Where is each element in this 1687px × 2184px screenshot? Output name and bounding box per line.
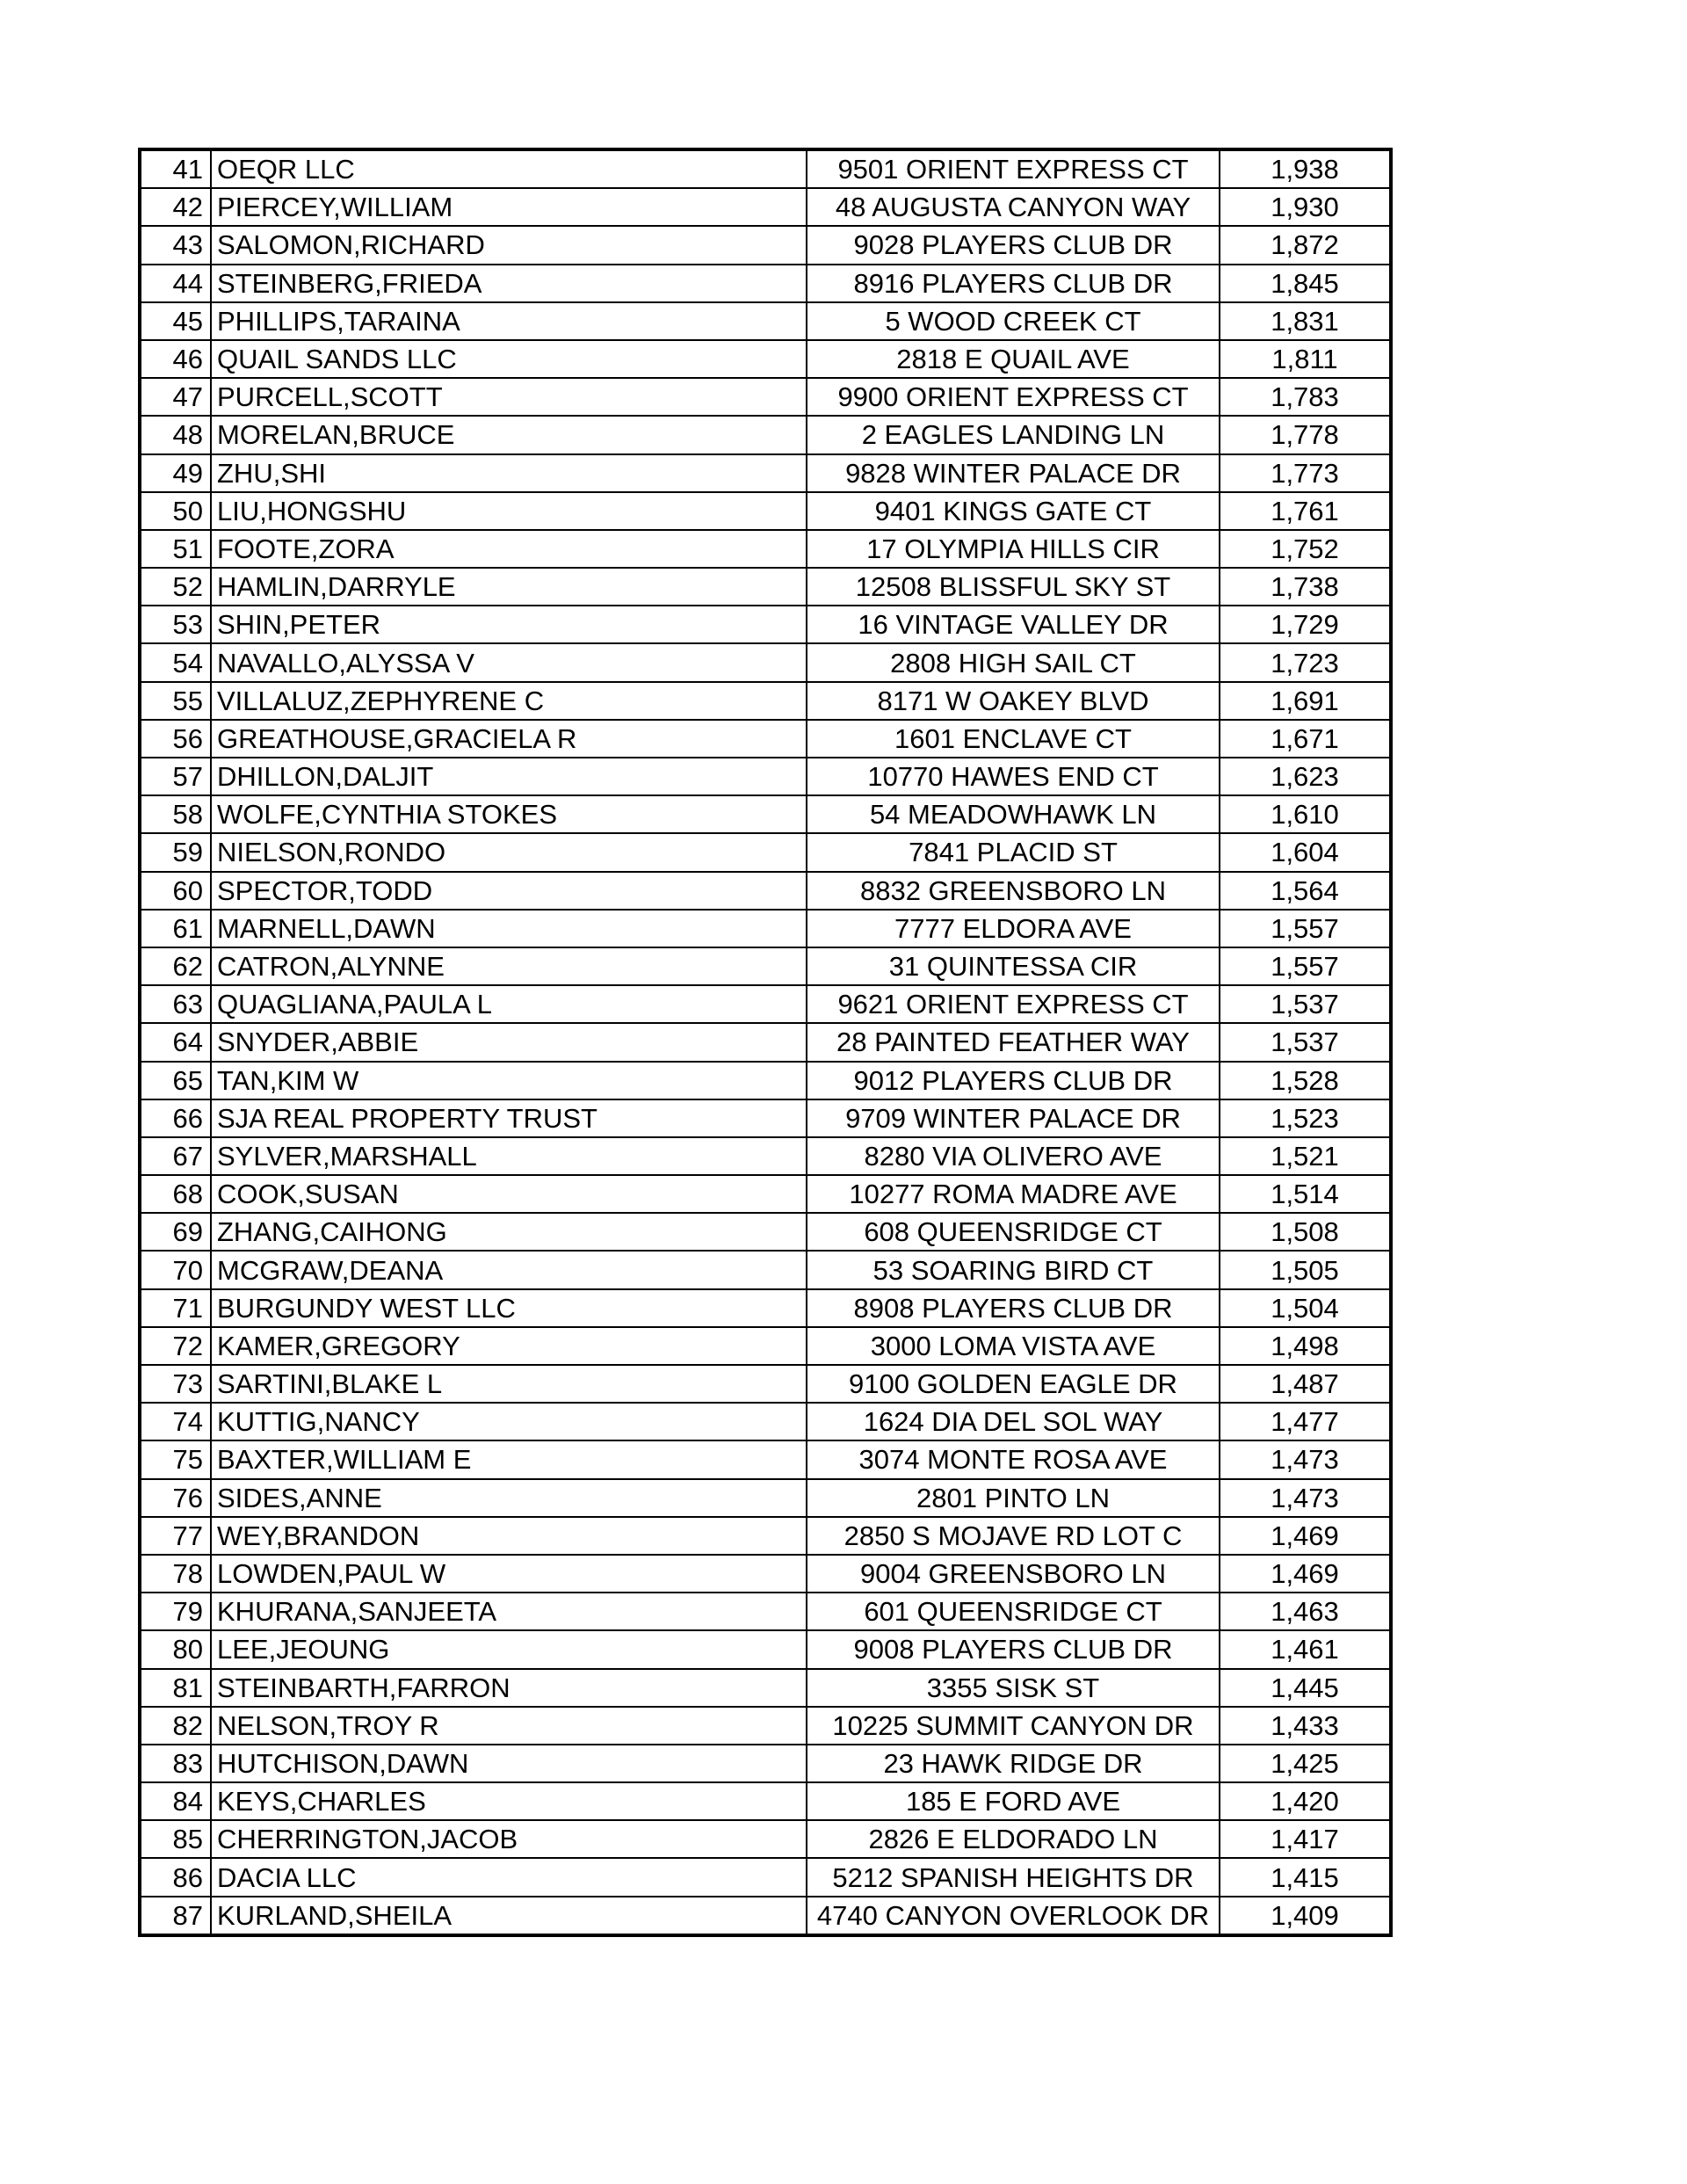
table-row bbox=[140, 492, 1391, 530]
value-cell: 1,473 bbox=[1220, 1479, 1391, 1517]
owner-name-cell: SPECTOR,TODD bbox=[211, 872, 807, 910]
row-number-cell: 87 bbox=[140, 1897, 211, 1935]
owner-name-cell: DACIA LLC bbox=[211, 1858, 807, 1896]
table-row bbox=[140, 985, 1391, 1023]
row-number-cell: 82 bbox=[140, 1707, 211, 1745]
owner-name-cell: LEE,JEOUNG bbox=[211, 1630, 807, 1668]
value-cell: 1,778 bbox=[1220, 416, 1391, 453]
owner-name-cell: LOWDEN,PAUL W bbox=[211, 1555, 807, 1593]
address-cell: 16 VINTAGE VALLEY DR bbox=[807, 606, 1220, 643]
owner-name-cell: GREATHOUSE,GRACIELA R bbox=[211, 720, 807, 758]
address-cell: 48 AUGUSTA CANYON WAY bbox=[807, 188, 1220, 226]
address-cell: 2801 PINTO LN bbox=[807, 1479, 1220, 1517]
address-cell: 9828 WINTER PALACE DR bbox=[807, 454, 1220, 492]
table-row bbox=[140, 720, 1391, 758]
address-cell: 1624 DIA DEL SOL WAY bbox=[807, 1403, 1220, 1440]
row-number-cell: 69 bbox=[140, 1213, 211, 1251]
row-number-cell: 86 bbox=[140, 1858, 211, 1896]
value-cell: 1,761 bbox=[1220, 492, 1391, 530]
value-cell: 1,445 bbox=[1220, 1669, 1391, 1707]
row-number-cell: 50 bbox=[140, 492, 211, 530]
table-row bbox=[140, 1858, 1391, 1896]
owner-name-cell: QUAGLIANA,PAULA L bbox=[211, 985, 807, 1023]
value-cell: 1,557 bbox=[1220, 947, 1391, 985]
table-body bbox=[140, 149, 1391, 1935]
value-cell: 1,477 bbox=[1220, 1403, 1391, 1440]
table-row bbox=[140, 1897, 1391, 1935]
value-cell: 1,557 bbox=[1220, 910, 1391, 947]
row-number-cell: 80 bbox=[140, 1630, 211, 1668]
table-row bbox=[140, 1099, 1391, 1137]
address-cell: 608 QUEENSRIDGE CT bbox=[807, 1213, 1220, 1251]
owner-name-cell: CHERRINGTON,JACOB bbox=[211, 1820, 807, 1858]
row-number-cell: 66 bbox=[140, 1099, 211, 1137]
owner-name-cell: SYLVER,MARSHALL bbox=[211, 1137, 807, 1175]
address-cell: 9004 GREENSBORO LN bbox=[807, 1555, 1220, 1593]
value-cell: 1,528 bbox=[1220, 1062, 1391, 1099]
owner-name-cell: STEINBERG,FRIEDA bbox=[211, 265, 807, 302]
table-row bbox=[140, 833, 1391, 871]
owner-name-cell: ZHU,SHI bbox=[211, 454, 807, 492]
owner-name-cell: MCGRAW,DEANA bbox=[211, 1251, 807, 1288]
address-cell: 2818 E QUAIL AVE bbox=[807, 340, 1220, 378]
address-cell: 8280 VIA OLIVERO AVE bbox=[807, 1137, 1220, 1175]
table-row bbox=[140, 1669, 1391, 1707]
address-cell: 12508 BLISSFUL SKY ST bbox=[807, 568, 1220, 606]
address-cell: 3074 MONTE ROSA AVE bbox=[807, 1440, 1220, 1478]
value-cell: 1,420 bbox=[1220, 1782, 1391, 1820]
table-row bbox=[140, 1555, 1391, 1593]
address-cell: 54 MEADOWHAWK LN bbox=[807, 795, 1220, 833]
value-cell: 1,623 bbox=[1220, 758, 1391, 795]
row-number-cell: 54 bbox=[140, 643, 211, 681]
table-row bbox=[140, 530, 1391, 568]
value-cell: 1,723 bbox=[1220, 643, 1391, 681]
row-number-cell: 64 bbox=[140, 1023, 211, 1061]
address-cell: 3000 LOMA VISTA AVE bbox=[807, 1327, 1220, 1365]
address-cell: 7841 PLACID ST bbox=[807, 833, 1220, 871]
table-row bbox=[140, 872, 1391, 910]
table-row bbox=[140, 1365, 1391, 1403]
owner-name-cell: DHILLON,DALJIT bbox=[211, 758, 807, 795]
table-row bbox=[140, 1023, 1391, 1061]
table-row bbox=[140, 1327, 1391, 1365]
row-number-cell: 81 bbox=[140, 1669, 211, 1707]
value-cell: 1,409 bbox=[1220, 1897, 1391, 1935]
value-cell: 1,773 bbox=[1220, 454, 1391, 492]
value-cell: 1,752 bbox=[1220, 530, 1391, 568]
row-number-cell: 44 bbox=[140, 265, 211, 302]
row-number-cell: 57 bbox=[140, 758, 211, 795]
row-number-cell: 73 bbox=[140, 1365, 211, 1403]
address-cell: 8171 W OAKEY BLVD bbox=[807, 682, 1220, 720]
address-cell: 9900 ORIENT EXPRESS CT bbox=[807, 378, 1220, 416]
row-number-cell: 85 bbox=[140, 1820, 211, 1858]
owner-name-cell: TAN,KIM W bbox=[211, 1062, 807, 1099]
table-row bbox=[140, 340, 1391, 378]
owner-name-cell: SJA REAL PROPERTY TRUST bbox=[211, 1099, 807, 1137]
table-row bbox=[140, 226, 1391, 264]
address-cell: 2850 S MOJAVE RD LOT C bbox=[807, 1517, 1220, 1555]
address-cell: 8908 PLAYERS CLUB DR bbox=[807, 1289, 1220, 1327]
row-number-cell: 47 bbox=[140, 378, 211, 416]
row-number-cell: 62 bbox=[140, 947, 211, 985]
owner-name-cell: NELSON,TROY R bbox=[211, 1707, 807, 1745]
owner-name-cell: SARTINI,BLAKE L bbox=[211, 1365, 807, 1403]
address-cell: 9401 KINGS GATE CT bbox=[807, 492, 1220, 530]
table-row bbox=[140, 568, 1391, 606]
owner-name-cell: QUAIL SANDS LLC bbox=[211, 340, 807, 378]
value-cell: 1,671 bbox=[1220, 720, 1391, 758]
address-cell: 9100 GOLDEN EAGLE DR bbox=[807, 1365, 1220, 1403]
owner-name-cell: ZHANG,CAIHONG bbox=[211, 1213, 807, 1251]
table-row bbox=[140, 302, 1391, 340]
table-row bbox=[140, 606, 1391, 643]
value-cell: 1,469 bbox=[1220, 1517, 1391, 1555]
value-cell: 1,498 bbox=[1220, 1327, 1391, 1365]
table-row bbox=[140, 1745, 1391, 1782]
table-row bbox=[140, 910, 1391, 947]
value-cell: 1,417 bbox=[1220, 1820, 1391, 1858]
row-number-cell: 61 bbox=[140, 910, 211, 947]
row-number-cell: 53 bbox=[140, 606, 211, 643]
row-number-cell: 46 bbox=[140, 340, 211, 378]
owner-name-cell: MORELAN,BRUCE bbox=[211, 416, 807, 453]
row-number-cell: 51 bbox=[140, 530, 211, 568]
owner-name-cell: KUTTIG,NANCY bbox=[211, 1403, 807, 1440]
table-row bbox=[140, 1820, 1391, 1858]
value-cell: 1,504 bbox=[1220, 1289, 1391, 1327]
value-cell: 1,469 bbox=[1220, 1555, 1391, 1593]
row-number-cell: 72 bbox=[140, 1327, 211, 1365]
owner-name-cell: BURGUNDY WEST LLC bbox=[211, 1289, 807, 1327]
address-cell: 2826 E ELDORADO LN bbox=[807, 1820, 1220, 1858]
value-cell: 1,523 bbox=[1220, 1099, 1391, 1137]
value-cell: 1,473 bbox=[1220, 1440, 1391, 1478]
address-cell: 3355 SISK ST bbox=[807, 1669, 1220, 1707]
owner-name-cell: SHIN,PETER bbox=[211, 606, 807, 643]
table-row bbox=[140, 1062, 1391, 1099]
table-row bbox=[140, 758, 1391, 795]
address-cell: 5212 SPANISH HEIGHTS DR bbox=[807, 1858, 1220, 1896]
address-cell: 9709 WINTER PALACE DR bbox=[807, 1099, 1220, 1137]
row-number-cell: 43 bbox=[140, 226, 211, 264]
value-cell: 1,729 bbox=[1220, 606, 1391, 643]
row-number-cell: 42 bbox=[140, 188, 211, 226]
owner-name-cell: COOK,SUSAN bbox=[211, 1175, 807, 1213]
address-cell: 2 EAGLES LANDING LN bbox=[807, 416, 1220, 453]
address-cell: 7777 ELDORA AVE bbox=[807, 910, 1220, 947]
address-cell: 8832 GREENSBORO LN bbox=[807, 872, 1220, 910]
row-number-cell: 83 bbox=[140, 1745, 211, 1782]
table-row bbox=[140, 378, 1391, 416]
owner-name-cell: MARNELL,DAWN bbox=[211, 910, 807, 947]
row-number-cell: 49 bbox=[140, 454, 211, 492]
owner-name-cell: HAMLIN,DARRYLE bbox=[211, 568, 807, 606]
row-number-cell: 59 bbox=[140, 833, 211, 871]
address-cell: 2808 HIGH SAIL CT bbox=[807, 643, 1220, 681]
owner-name-cell: KAMER,GREGORY bbox=[211, 1327, 807, 1365]
owner-name-cell: SALOMON,RICHARD bbox=[211, 226, 807, 264]
address-cell: 10770 HAWES END CT bbox=[807, 758, 1220, 795]
row-number-cell: 52 bbox=[140, 568, 211, 606]
property-table bbox=[138, 148, 1393, 1937]
address-cell: 9008 PLAYERS CLUB DR bbox=[807, 1630, 1220, 1668]
address-cell: 10225 SUMMIT CANYON DR bbox=[807, 1707, 1220, 1745]
value-cell: 1,508 bbox=[1220, 1213, 1391, 1251]
owner-name-cell: OEQR LLC bbox=[211, 149, 807, 188]
row-number-cell: 55 bbox=[140, 682, 211, 720]
table-row bbox=[140, 1137, 1391, 1175]
row-number-cell: 78 bbox=[140, 1555, 211, 1593]
table-row bbox=[140, 682, 1391, 720]
row-number-cell: 63 bbox=[140, 985, 211, 1023]
owner-name-cell: PHILLIPS,TARAINA bbox=[211, 302, 807, 340]
value-cell: 1,811 bbox=[1220, 340, 1391, 378]
row-number-cell: 58 bbox=[140, 795, 211, 833]
value-cell: 1,425 bbox=[1220, 1745, 1391, 1782]
owner-name-cell: BAXTER,WILLIAM E bbox=[211, 1440, 807, 1478]
owner-name-cell: WOLFE,CYNTHIA STOKES bbox=[211, 795, 807, 833]
address-cell: 9012 PLAYERS CLUB DR bbox=[807, 1062, 1220, 1099]
value-cell: 1,537 bbox=[1220, 1023, 1391, 1061]
table-row bbox=[140, 1782, 1391, 1820]
address-cell: 601 QUEENSRIDGE CT bbox=[807, 1593, 1220, 1630]
table-row bbox=[140, 265, 1391, 302]
owner-name-cell: NIELSON,RONDO bbox=[211, 833, 807, 871]
row-number-cell: 75 bbox=[140, 1440, 211, 1478]
address-cell: 4740 CANYON OVERLOOK DR bbox=[807, 1897, 1220, 1935]
owner-name-cell: KEYS,CHARLES bbox=[211, 1782, 807, 1820]
value-cell: 1,738 bbox=[1220, 568, 1391, 606]
row-number-cell: 68 bbox=[140, 1175, 211, 1213]
value-cell: 1,610 bbox=[1220, 795, 1391, 833]
row-number-cell: 60 bbox=[140, 872, 211, 910]
owner-name-cell: FOOTE,ZORA bbox=[211, 530, 807, 568]
table-row bbox=[140, 1289, 1391, 1327]
owner-name-cell: CATRON,ALYNNE bbox=[211, 947, 807, 985]
row-number-cell: 74 bbox=[140, 1403, 211, 1440]
row-number-cell: 71 bbox=[140, 1289, 211, 1327]
value-cell: 1,463 bbox=[1220, 1593, 1391, 1630]
address-cell: 8916 PLAYERS CLUB DR bbox=[807, 265, 1220, 302]
value-cell: 1,604 bbox=[1220, 833, 1391, 871]
address-cell: 5 WOOD CREEK CT bbox=[807, 302, 1220, 340]
value-cell: 1,415 bbox=[1220, 1858, 1391, 1896]
owner-name-cell: LIU,HONGSHU bbox=[211, 492, 807, 530]
value-cell: 1,461 bbox=[1220, 1630, 1391, 1668]
table-row bbox=[140, 1517, 1391, 1555]
owner-name-cell: PIERCEY,WILLIAM bbox=[211, 188, 807, 226]
value-cell: 1,831 bbox=[1220, 302, 1391, 340]
row-number-cell: 56 bbox=[140, 720, 211, 758]
row-number-cell: 65 bbox=[140, 1062, 211, 1099]
owner-name-cell: STEINBARTH,FARRON bbox=[211, 1669, 807, 1707]
row-number-cell: 41 bbox=[140, 149, 211, 188]
table-row bbox=[140, 454, 1391, 492]
row-number-cell: 77 bbox=[140, 1517, 211, 1555]
row-number-cell: 67 bbox=[140, 1137, 211, 1175]
table-row bbox=[140, 1630, 1391, 1668]
table-row bbox=[140, 1175, 1391, 1213]
value-cell: 1,505 bbox=[1220, 1251, 1391, 1288]
owner-name-cell: HUTCHISON,DAWN bbox=[211, 1745, 807, 1782]
table-row bbox=[140, 149, 1391, 188]
table-row bbox=[140, 1707, 1391, 1745]
row-number-cell: 70 bbox=[140, 1251, 211, 1288]
row-number-cell: 45 bbox=[140, 302, 211, 340]
owner-name-cell: SNYDER,ABBIE bbox=[211, 1023, 807, 1061]
value-cell: 1,691 bbox=[1220, 682, 1391, 720]
value-cell: 1,783 bbox=[1220, 378, 1391, 416]
address-cell: 23 HAWK RIDGE DR bbox=[807, 1745, 1220, 1782]
row-number-cell: 48 bbox=[140, 416, 211, 453]
value-cell: 1,514 bbox=[1220, 1175, 1391, 1213]
value-cell: 1,521 bbox=[1220, 1137, 1391, 1175]
owner-name-cell: PURCELL,SCOTT bbox=[211, 378, 807, 416]
address-cell: 185 E FORD AVE bbox=[807, 1782, 1220, 1820]
table-row bbox=[140, 1479, 1391, 1517]
table-row bbox=[140, 1593, 1391, 1630]
address-cell: 9621 ORIENT EXPRESS CT bbox=[807, 985, 1220, 1023]
value-cell: 1,564 bbox=[1220, 872, 1391, 910]
table-row bbox=[140, 416, 1391, 453]
row-number-cell: 84 bbox=[140, 1782, 211, 1820]
address-cell: 28 PAINTED FEATHER WAY bbox=[807, 1023, 1220, 1061]
address-cell: 1601 ENCLAVE CT bbox=[807, 720, 1220, 758]
owner-name-cell: KHURANA,SANJEETA bbox=[211, 1593, 807, 1630]
table-row bbox=[140, 1440, 1391, 1478]
value-cell: 1,537 bbox=[1220, 985, 1391, 1023]
owner-name-cell: WEY,BRANDON bbox=[211, 1517, 807, 1555]
table-row bbox=[140, 643, 1391, 681]
address-cell: 53 SOARING BIRD CT bbox=[807, 1251, 1220, 1288]
row-number-cell: 79 bbox=[140, 1593, 211, 1630]
row-number-cell: 76 bbox=[140, 1479, 211, 1517]
address-cell: 17 OLYMPIA HILLS CIR bbox=[807, 530, 1220, 568]
address-cell: 31 QUINTESSA CIR bbox=[807, 947, 1220, 985]
owner-name-cell: KURLAND,SHEILA bbox=[211, 1897, 807, 1935]
table-row bbox=[140, 947, 1391, 985]
owner-name-cell: VILLALUZ,ZEPHYRENE C bbox=[211, 682, 807, 720]
address-cell: 9501 ORIENT EXPRESS CT bbox=[807, 149, 1220, 188]
value-cell: 1,930 bbox=[1220, 188, 1391, 226]
address-cell: 9028 PLAYERS CLUB DR bbox=[807, 226, 1220, 264]
table-row bbox=[140, 1213, 1391, 1251]
value-cell: 1,938 bbox=[1220, 149, 1391, 188]
value-cell: 1,845 bbox=[1220, 265, 1391, 302]
table-row bbox=[140, 188, 1391, 226]
address-cell: 10277 ROMA MADRE AVE bbox=[807, 1175, 1220, 1213]
value-cell: 1,872 bbox=[1220, 226, 1391, 264]
value-cell: 1,433 bbox=[1220, 1707, 1391, 1745]
owner-name-cell: SIDES,ANNE bbox=[211, 1479, 807, 1517]
table-row bbox=[140, 1403, 1391, 1440]
table-row bbox=[140, 795, 1391, 833]
value-cell: 1,487 bbox=[1220, 1365, 1391, 1403]
table-row bbox=[140, 1251, 1391, 1288]
owner-name-cell: NAVALLO,ALYSSA V bbox=[211, 643, 807, 681]
